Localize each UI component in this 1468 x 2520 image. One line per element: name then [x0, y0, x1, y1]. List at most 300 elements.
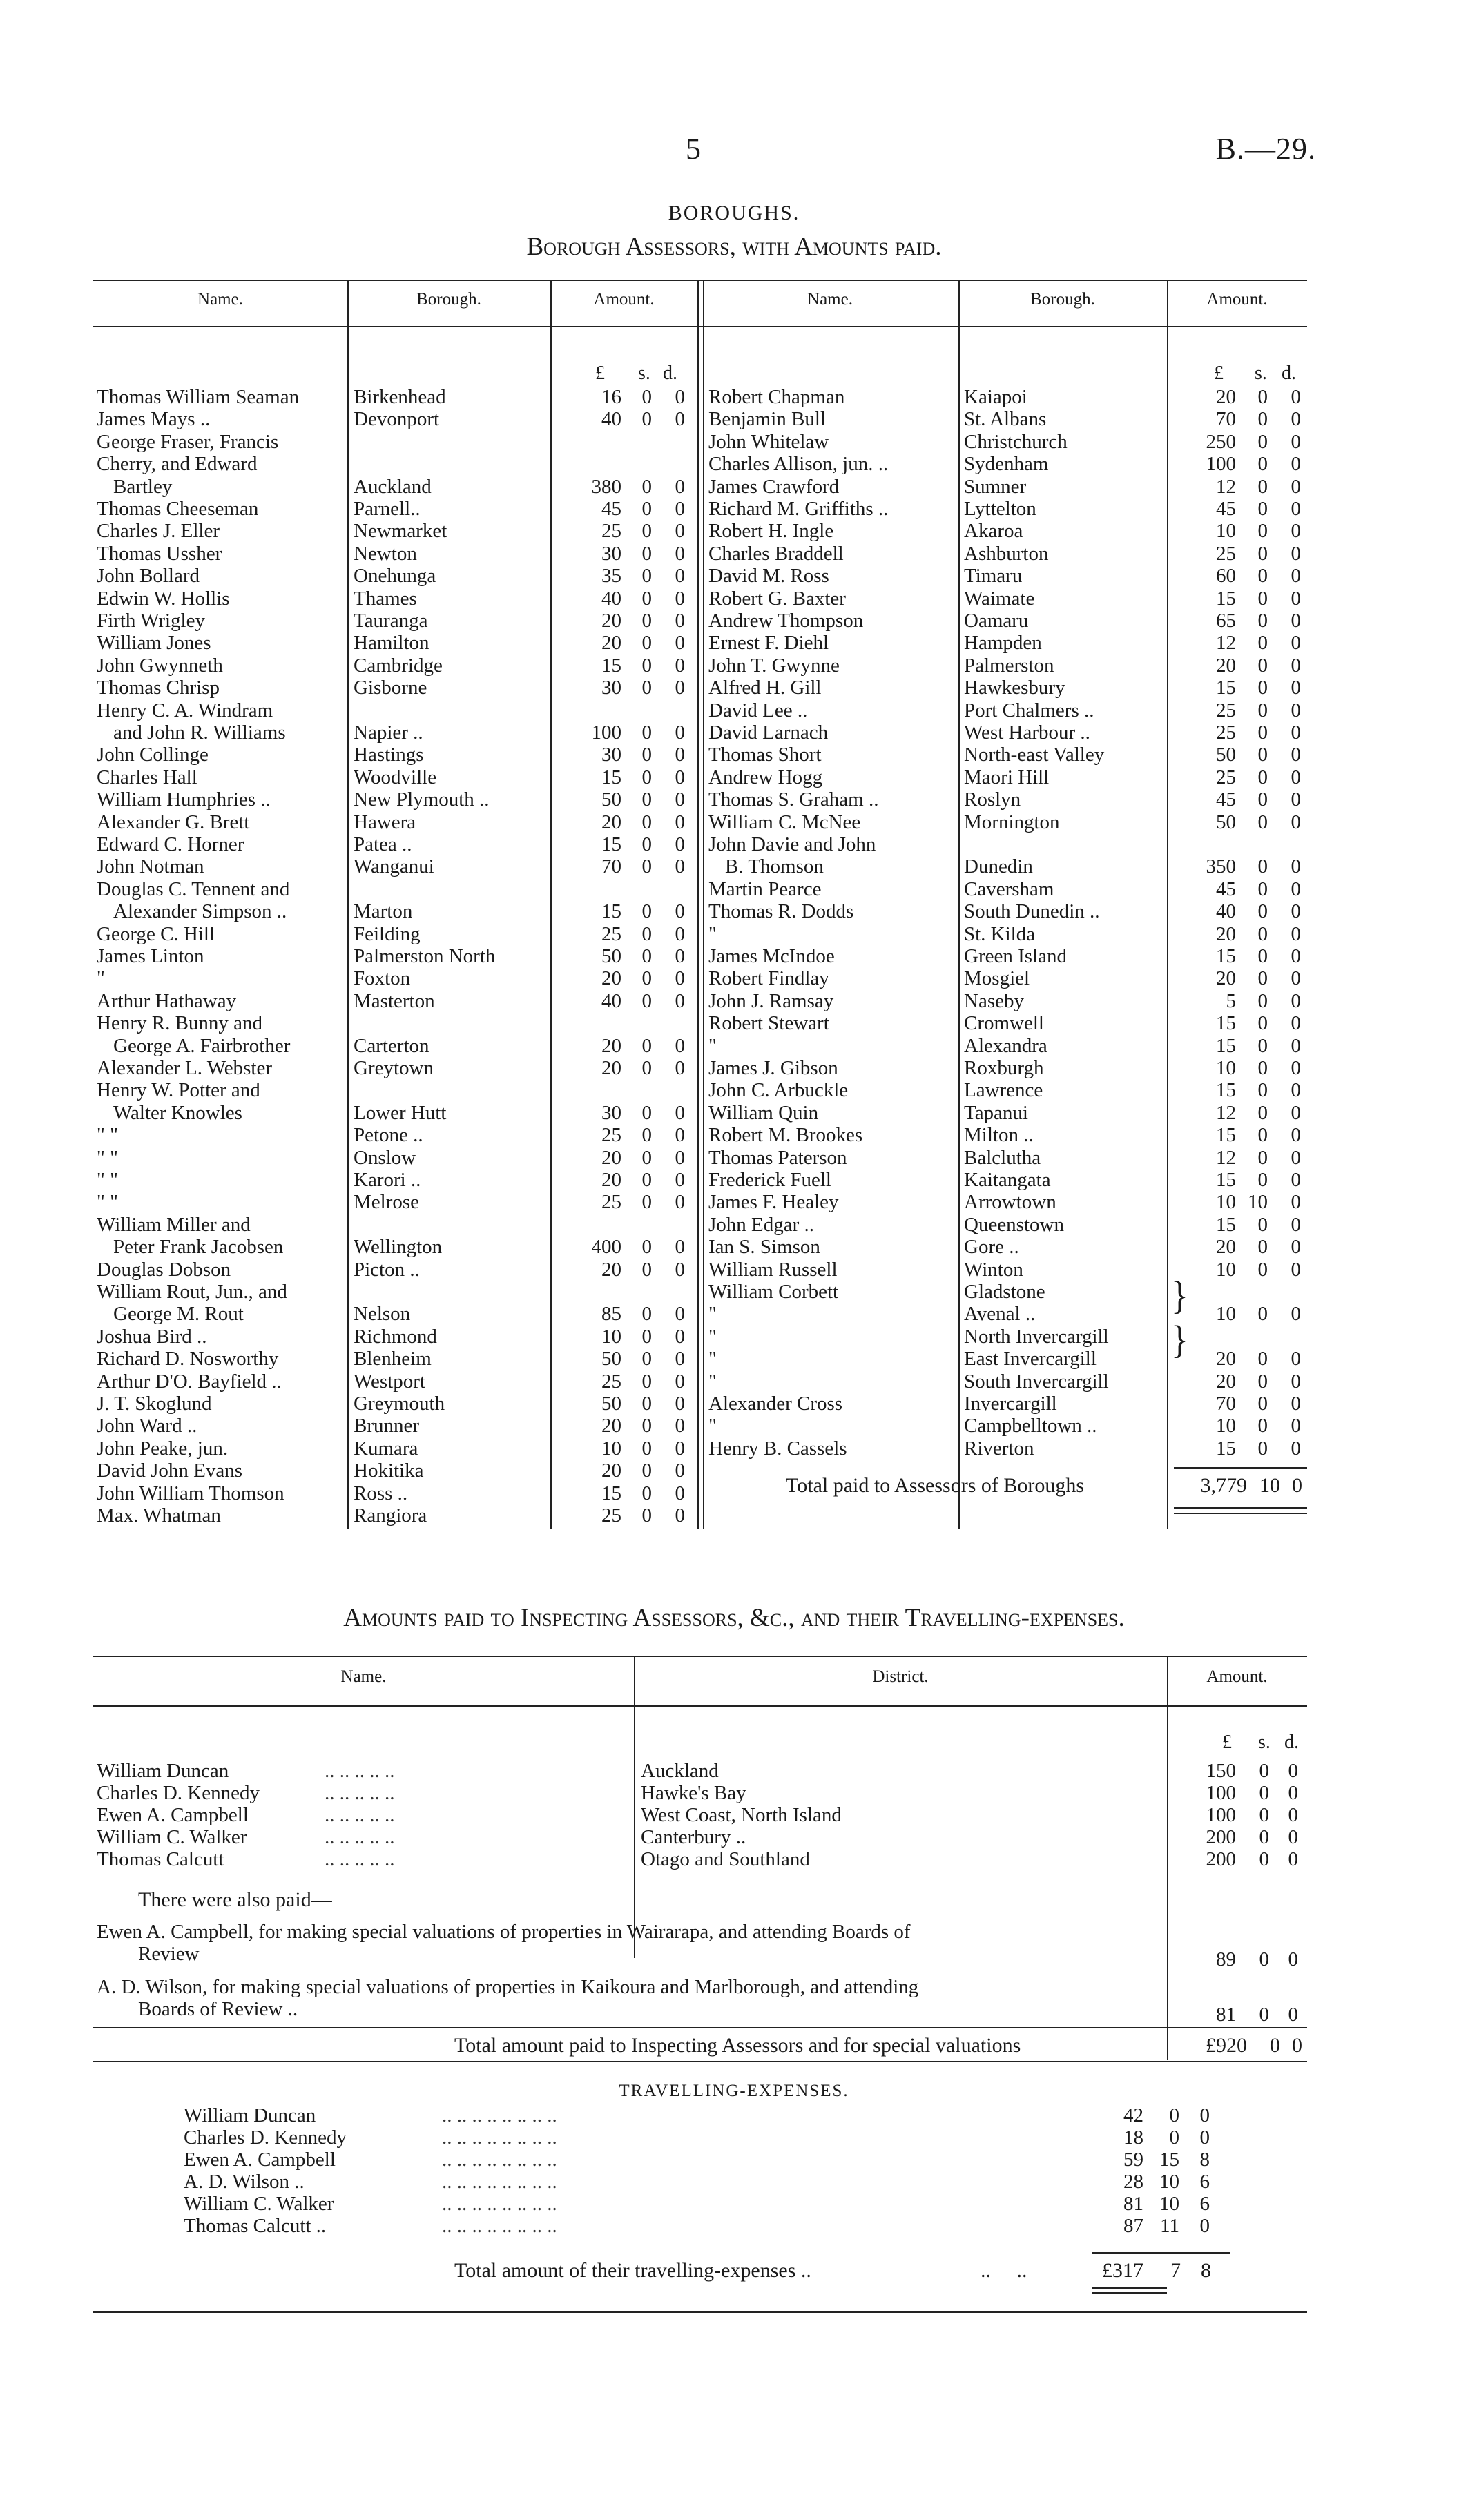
borough-row-name: Firth Wrigley [97, 610, 205, 632]
borough-row-name: John Edgar .. [708, 1214, 815, 1236]
leader-dots: .. .. .. .. .. .. .. .. [442, 2193, 557, 2215]
borough-row-name: Thomas Cheeseman [97, 498, 259, 520]
borough-row-shillings: 0 [1257, 543, 1268, 565]
borough-row-pounds: 20 [601, 632, 621, 654]
borough-row-shillings: 0 [1257, 766, 1268, 788]
borough-row-shillings [627, 453, 652, 475]
borough-row-shillings: 0 [641, 498, 652, 520]
borough-row-pounds: 15 [1216, 677, 1236, 699]
borough-row-pence: 0 [675, 520, 685, 542]
borough-row-name: " [97, 967, 105, 989]
borough-row-name: Alexander L. Webster [97, 1057, 273, 1079]
borough-row-shillings: 0 [1257, 408, 1268, 430]
borough-row-borough: Greytown [354, 1057, 434, 1079]
borough-row-shillings: 0 [1257, 431, 1268, 453]
borough-row-borough: Marton [354, 900, 413, 922]
borough-row-shillings: 0 [1257, 588, 1268, 610]
travel-total-pence: 8 [1201, 2259, 1211, 2282]
borough-row-pence: 0 [675, 386, 685, 408]
travel-name: William C. Walker [184, 2193, 334, 2215]
inspector-pounds: 200 [1206, 1826, 1236, 1848]
borough-row-shillings: 0 [1257, 565, 1268, 587]
borough-row-borough: Masterton [354, 990, 435, 1012]
borough-row-pence: 0 [675, 788, 685, 811]
borough-row-borough: Sumner [964, 476, 1027, 498]
borough-row-name: George Fraser, Francis [97, 431, 279, 453]
inspector-district: Auckland [641, 1760, 719, 1782]
borough-row-pounds: 45 [601, 498, 621, 520]
borough-row-pounds: 12 [1216, 1147, 1236, 1169]
borough-row-name: James F. Healey [708, 1191, 839, 1213]
travel-name: Ewen A. Campbell [184, 2149, 336, 2171]
borough-row-borough: Caversham [964, 878, 1054, 900]
borough-row-pounds: 25 [1216, 699, 1236, 721]
borough-row-pence: 0 [675, 855, 685, 878]
borough-row-name: William Humphries .. [97, 788, 271, 811]
table1-divider [347, 280, 349, 1529]
borough-row-shillings: 0 [1257, 1012, 1268, 1034]
borough-row-shillings: 0 [1257, 699, 1268, 721]
borough-row-pence: 0 [675, 1191, 685, 1213]
borough-row-pounds: 40 [601, 588, 621, 610]
borough-row-pence: 0 [1291, 788, 1301, 811]
borough-row-borough: South Invercargill [964, 1370, 1109, 1393]
borough-row-shillings: 0 [1257, 520, 1268, 542]
borough-row-shillings [627, 878, 652, 900]
inspector-shillings: 0 [1259, 1826, 1269, 1848]
borough-row-name: James Linton [97, 945, 204, 967]
borough-row-name: Henry R. Bunny and [97, 1012, 263, 1034]
borough-row-pounds: 20 [601, 1057, 621, 1079]
borough-row-borough: Newmarket [354, 520, 447, 542]
borough-row-pounds: 20 [1216, 967, 1236, 989]
inspecting-total-pence: 0 [1292, 2034, 1302, 2057]
borough-row-borough: Karori .. [354, 1169, 421, 1191]
travel-total-double-rule [1092, 2292, 1167, 2294]
borough-row-name: " " [97, 1169, 118, 1191]
borough-row-name: Arthur D'O. Bayfield .. [97, 1370, 282, 1393]
borough-row-borough: Gore .. [964, 1236, 1019, 1258]
table2-top-rule [93, 1656, 1307, 1657]
borough-row-pounds: 50 [601, 945, 621, 967]
borough-row-name: John Collinge [97, 744, 209, 766]
leader-dots: .. .. .. .. .. [325, 1848, 395, 1870]
borough-row-name: Thomas R. Dodds [708, 900, 854, 922]
borough-row-borough: Devonport [354, 408, 440, 430]
borough-row-pounds: 20 [601, 1035, 621, 1057]
borough-row-name: " [708, 1035, 717, 1057]
borough-row-shillings [627, 699, 652, 721]
borough-row-pence [668, 878, 685, 900]
inspector-pounds: 100 [1206, 1782, 1236, 1804]
borough-row-shillings: 0 [641, 1415, 652, 1437]
borough-row-pence: 0 [675, 1482, 685, 1504]
document-reference: B.—29. [1215, 132, 1316, 166]
borough-row-pence: 0 [1291, 1415, 1301, 1437]
borough-row-borough: Auckland [354, 476, 432, 498]
borough-row-name: Alexander Simpson .. [113, 900, 287, 922]
borough-row-shillings: 0 [1257, 632, 1268, 654]
inspector-name: William C. Walker [97, 1826, 247, 1848]
inspector-shillings: 0 [1259, 1804, 1269, 1826]
borough-row-borough: Melrose [354, 1191, 420, 1213]
borough-row-name: Thomas Ussher [97, 543, 222, 565]
borough-row-name: Henry W. Potter and [97, 1079, 260, 1101]
borough-row-pence: 0 [675, 1035, 685, 1057]
borough-row-shillings: 0 [1257, 1393, 1268, 1415]
borough-row-pounds: 15 [1216, 1079, 1236, 1101]
borough-row-pence: 0 [675, 1326, 685, 1348]
borough-row-pence: 0 [1291, 386, 1301, 408]
borough-row-borough: Newton [354, 543, 417, 565]
borough-row-shillings: 0 [641, 1326, 652, 1348]
borough-row-pence: 0 [675, 476, 685, 498]
borough-row-pence: 0 [1291, 1393, 1301, 1415]
borough-row-shillings: 0 [641, 1482, 652, 1504]
borough-row-borough: Riverton [964, 1437, 1034, 1460]
borough-row-shillings: 0 [641, 1236, 652, 1258]
borough-row-borough: Thames [354, 588, 417, 610]
borough-row-pounds [1188, 1281, 1236, 1303]
borough-row-shillings: 0 [1257, 476, 1268, 498]
borough-row-pounds [573, 1079, 621, 1101]
borough-row-shillings: 0 [1257, 1124, 1268, 1146]
borough-row-borough: Port Chalmers .. [964, 699, 1094, 721]
borough-row-borough: Woodville [354, 766, 437, 788]
leader-dots: .. .. .. .. .. .. .. .. [442, 2126, 557, 2149]
borough-row-shillings: 10 [1248, 1191, 1268, 1213]
special-shillings: 0 [1259, 2004, 1269, 2026]
borough-row-pounds: 20 [601, 1147, 621, 1169]
borough-row-pence: 0 [675, 833, 685, 855]
leader-dots: .. .. .. .. .. .. .. .. [442, 2171, 557, 2193]
borough-row-pence: 0 [675, 1460, 685, 1482]
borough-row-pounds [573, 1214, 621, 1236]
borough-row-shillings: 0 [641, 1147, 652, 1169]
borough-row-name: Walter Knowles [113, 1102, 242, 1124]
borough-row-shillings [627, 431, 652, 453]
borough-row-shillings: 0 [641, 1303, 652, 1325]
borough-row-shillings: 0 [1257, 1147, 1268, 1169]
borough-row-name: David John Evans [97, 1460, 243, 1482]
borough-row-pence [668, 1012, 685, 1034]
borough-row-name: J. T. Skoglund [97, 1393, 212, 1415]
inspecting-total-shillings: 0 [1270, 2034, 1280, 2057]
borough-row-pence: 0 [1291, 1214, 1301, 1236]
borough-row-pounds: 50 [1216, 811, 1236, 833]
borough-row-borough: Dunedin [964, 855, 1033, 878]
borough-row-borough: Petone .. [354, 1124, 423, 1146]
borough-row-shillings: 0 [641, 1460, 652, 1482]
borough-row-pounds: 30 [601, 744, 621, 766]
borough-row-pence: 0 [675, 811, 685, 833]
borough-row-name: George M. Rout [113, 1303, 244, 1325]
borough-row-pence [1284, 1326, 1301, 1348]
borough-row-pence: 0 [675, 721, 685, 744]
inspector-shillings: 0 [1259, 1848, 1269, 1870]
borough-row-shillings: 0 [1257, 744, 1268, 766]
borough-row-pence: 0 [675, 1348, 685, 1370]
currency-pounds-right: £ [1214, 362, 1224, 384]
special-line1: Ewen A. Campbell, for making special valuations of properties in Wairarapa, and attending Boards of [97, 1921, 911, 1943]
col-head-amount-left: Amount. [593, 290, 655, 309]
borough-row-pence: 0 [675, 1370, 685, 1393]
borough-row-borough: North-east Valley [964, 744, 1105, 766]
inspector-pence: 0 [1288, 1760, 1298, 1782]
borough-row-borough: Campbelltown .. [964, 1415, 1097, 1437]
travel-pence: 0 [1199, 2215, 1210, 2237]
brace-gladstone-avenal: } [1171, 1274, 1188, 1318]
borough-row-pounds: 10 [601, 1437, 621, 1460]
special-pence: 0 [1288, 2004, 1298, 2026]
borough-row-borough: Ross .. [354, 1482, 408, 1504]
inspector-district: Hawke's Bay [641, 1782, 746, 1804]
borough-row-shillings: 0 [641, 833, 652, 855]
borough-row-pence: 0 [1291, 1437, 1301, 1460]
borough-row-borough: Feilding [354, 923, 421, 945]
borough-row-pounds: 85 [601, 1303, 621, 1325]
currency-pence-right: d. [1282, 362, 1296, 384]
borough-row-pence: 0 [675, 990, 685, 1012]
borough-row-pounds [573, 699, 621, 721]
borough-row-pounds: 45 [1216, 498, 1236, 520]
borough-row-name: William Miller and [97, 1214, 251, 1236]
borough-row-borough: Hamilton [354, 632, 429, 654]
borough-row-name: David Lee .. [708, 699, 808, 721]
borough-row-name: Charles J. Eller [97, 520, 220, 542]
borough-row-shillings: 0 [641, 1169, 652, 1191]
borough-row-shillings: 0 [641, 1035, 652, 1057]
borough-row-name: Thomas Chrisp [97, 677, 220, 699]
borough-row-pounds: 40 [601, 408, 621, 430]
borough-row-pounds: 25 [601, 1191, 621, 1213]
borough-row-borough: Akaroa [964, 520, 1023, 542]
borough-row-borough: Hastings [354, 744, 424, 766]
borough-row-pence: 0 [1291, 632, 1301, 654]
inspector-district: Otago and Southland [641, 1848, 810, 1870]
borough-row-shillings: 0 [641, 923, 652, 945]
borough-row-name: John Whitelaw [708, 431, 829, 453]
borough-row-borough: Queenstown [964, 1214, 1064, 1236]
borough-row-pence: 0 [675, 498, 685, 520]
borough-row-pounds [573, 431, 621, 453]
inspector-district: West Coast, North Island [641, 1804, 842, 1826]
borough-row-borough: Blenheim [354, 1348, 432, 1370]
special-line1: A. D. Wilson, for making special valuations of properties in Kaikoura and Marlborough, and attending [97, 1976, 919, 1998]
borough-row-borough: Napier .. [354, 721, 423, 744]
borough-row-shillings [1243, 1281, 1268, 1303]
borough-row-pence: 0 [675, 1147, 685, 1169]
borough-row-pence: 0 [1291, 721, 1301, 744]
borough-row-pence: 0 [1291, 610, 1301, 632]
borough-row-borough: North Invercargill [964, 1326, 1109, 1348]
borough-row-borough: Mosgiel [964, 967, 1030, 989]
borough-row-pence [668, 1281, 685, 1303]
borough-row-borough: Wellington [354, 1236, 443, 1258]
borough-row-pounds [573, 1012, 621, 1034]
borough-row-pounds: 25 [1216, 721, 1236, 744]
borough-row-pounds: 10 [1216, 1057, 1236, 1079]
currency-pounds-left: £ [595, 362, 605, 384]
travel-total-double-rule [1092, 2287, 1167, 2289]
special-pounds: 81 [1216, 2004, 1236, 2026]
borough-row-pounds: 250 [1206, 431, 1236, 453]
borough-row-borough: Palmerston [964, 655, 1054, 677]
borough-row-borough: Mornington [964, 811, 1060, 833]
borough-row-shillings: 0 [1257, 1102, 1268, 1124]
borough-row-pence: 0 [1291, 1191, 1301, 1213]
borough-row-borough: St. Kilda [964, 923, 1036, 945]
borough-row-pence: 0 [1291, 1147, 1301, 1169]
borough-row-name: David M. Ross [708, 565, 829, 587]
borough-row-pounds: 100 [1206, 453, 1236, 475]
borough-row-name: John William Thomson [97, 1482, 284, 1504]
borough-row-pence: 0 [1291, 565, 1301, 587]
borough-row-name: and John R. Williams [113, 721, 286, 744]
borough-row-name: " [708, 1370, 717, 1393]
borough-row-shillings: 0 [641, 1057, 652, 1079]
borough-row-pence: 0 [1291, 655, 1301, 677]
borough-row-shillings: 0 [641, 677, 652, 699]
borough-row-pence [668, 1214, 685, 1236]
borough-row-shillings: 0 [1257, 1348, 1268, 1370]
table1-center-divider [697, 280, 704, 1529]
borough-row-borough: Milton .. [964, 1124, 1034, 1146]
borough-row-borough: Alexandra [964, 1035, 1047, 1057]
col-head-borough-left: Borough. [416, 290, 481, 309]
borough-row-pounds: 50 [601, 1393, 621, 1415]
borough-row-name: John Davie and John [708, 833, 876, 855]
borough-row-name: Andrew Thompson [708, 610, 864, 632]
borough-row-borough: Roxburgh [964, 1057, 1044, 1079]
borough-row-name: Richard M. Griffiths .. [708, 498, 889, 520]
borough-row-shillings: 0 [641, 1102, 652, 1124]
borough-row-pounds [1188, 1326, 1236, 1348]
borough-row-pence: 0 [675, 565, 685, 587]
borough-row-pence: 0 [1291, 1012, 1301, 1034]
borough-row-pence: 0 [1291, 1303, 1301, 1325]
travel-shillings: 0 [1169, 2104, 1179, 2126]
borough-row-name: Bartley [113, 476, 173, 498]
borough-row-pounds: 12 [1216, 632, 1236, 654]
travel-pence: 8 [1199, 2149, 1210, 2171]
travel-total-top-rule [1092, 2252, 1230, 2254]
borough-row-pence: 0 [675, 1236, 685, 1258]
travel-pence: 6 [1199, 2171, 1210, 2193]
special-pounds: 89 [1216, 1948, 1236, 1970]
borough-row-shillings: 0 [641, 520, 652, 542]
borough-row-name: Robert Findlay [708, 967, 829, 989]
borough-row-pounds: 45 [1216, 878, 1236, 900]
inspector-pounds: 150 [1206, 1760, 1236, 1782]
table2-divider [1167, 1656, 1168, 2060]
borough-row-pounds: 25 [601, 923, 621, 945]
borough-row-borough: East Invercargill [964, 1348, 1097, 1370]
borough-row-pounds: 70 [1216, 408, 1236, 430]
borough-row-name: Thomas S. Graham .. [708, 788, 879, 811]
borough-row-shillings [627, 1214, 652, 1236]
borough-row-pounds: 20 [601, 967, 621, 989]
borough-row-pounds: 20 [601, 1169, 621, 1191]
borough-row-shillings: 0 [1257, 990, 1268, 1012]
borough-row-name: Thomas William Seaman [97, 386, 300, 408]
borough-row-pounds: 50 [1216, 744, 1236, 766]
borough-row-name: John Ward .. [97, 1415, 197, 1437]
borough-row-pence: 0 [1291, 1169, 1301, 1191]
borough-row-pence: 0 [1291, 766, 1301, 788]
borough-row-pence: 0 [1291, 543, 1301, 565]
inspector-pence: 0 [1288, 1848, 1298, 1870]
borough-row-name: John Gwynneth [97, 655, 223, 677]
boroughs-total-pounds: 3,779 [1200, 1474, 1247, 1497]
borough-row-pounds: 12 [1216, 1102, 1236, 1124]
currency-pence-left: d. [663, 362, 677, 384]
inspector-name: William Duncan [97, 1760, 229, 1782]
borough-row-pence: 0 [1291, 878, 1301, 900]
travel-shillings: 15 [1159, 2149, 1179, 2171]
borough-row-name: Joshua Bird .. [97, 1326, 207, 1348]
travel-name: Charles D. Kennedy [184, 2126, 347, 2149]
table2-divider [634, 1656, 635, 1958]
travel-shillings: 10 [1159, 2193, 1179, 2215]
borough-row-pence: 0 [1291, 476, 1301, 498]
borough-row-pence: 0 [675, 677, 685, 699]
borough-row-name: James Crawford [708, 476, 840, 498]
col-head-borough-right: Borough. [1030, 290, 1095, 309]
travel-pounds: 87 [1123, 2215, 1143, 2237]
borough-row-shillings: 0 [641, 1504, 652, 1526]
borough-row-shillings: 0 [1257, 386, 1268, 408]
borough-row-shillings: 0 [1257, 1057, 1268, 1079]
borough-row-pounds: 10 [1216, 1259, 1236, 1281]
borough-row-shillings: 0 [1257, 1214, 1268, 1236]
borough-row-pence [668, 453, 685, 475]
inspector-name: Ewen A. Campbell [97, 1804, 249, 1826]
borough-row-shillings: 0 [641, 1393, 652, 1415]
borough-row-borough: Hawera [354, 811, 416, 833]
borough-row-pounds: 15 [1216, 588, 1236, 610]
boroughs-total-top-rule [1174, 1467, 1307, 1469]
borough-row-pounds: 10 [601, 1326, 621, 1348]
borough-row-pounds: 15 [1216, 1012, 1236, 1034]
inspecting-total-bottom-rule [93, 2061, 1307, 2062]
borough-row-borough: Foxton [354, 967, 411, 989]
borough-row-borough: Hawkesbury [964, 677, 1065, 699]
borough-row-name: Douglas Dobson [97, 1259, 231, 1281]
travel-pounds: 81 [1123, 2193, 1143, 2215]
t2-currency-pounds: £ [1222, 1732, 1232, 1753]
borough-row-shillings: 0 [641, 1124, 652, 1146]
borough-row-shillings: 0 [1257, 1370, 1268, 1393]
borough-row-pounds: 20 [1216, 1370, 1236, 1393]
borough-row-pence: 0 [675, 588, 685, 610]
borough-row-name: James Mays .. [97, 408, 211, 430]
borough-row-name: William Quin [708, 1102, 819, 1124]
borough-row-pounds: 40 [1216, 900, 1236, 922]
borough-row-borough: Carterton [354, 1035, 429, 1057]
borough-row-pence: 0 [1291, 431, 1301, 453]
borough-row-pence: 0 [1291, 855, 1301, 878]
borough-row-name: Robert Stewart [708, 1012, 829, 1034]
borough-row-pounds: 25 [601, 520, 621, 542]
travel-pounds: 42 [1123, 2104, 1143, 2126]
borough-row-name: Edwin W. Hollis [97, 588, 230, 610]
leader-dots: .. .. .. .. .. [325, 1760, 395, 1782]
borough-row-borough: Richmond [354, 1326, 437, 1348]
borough-row-pence [1284, 833, 1301, 855]
borough-row-shillings: 0 [641, 766, 652, 788]
borough-row-name: Ian S. Simson [708, 1236, 820, 1258]
